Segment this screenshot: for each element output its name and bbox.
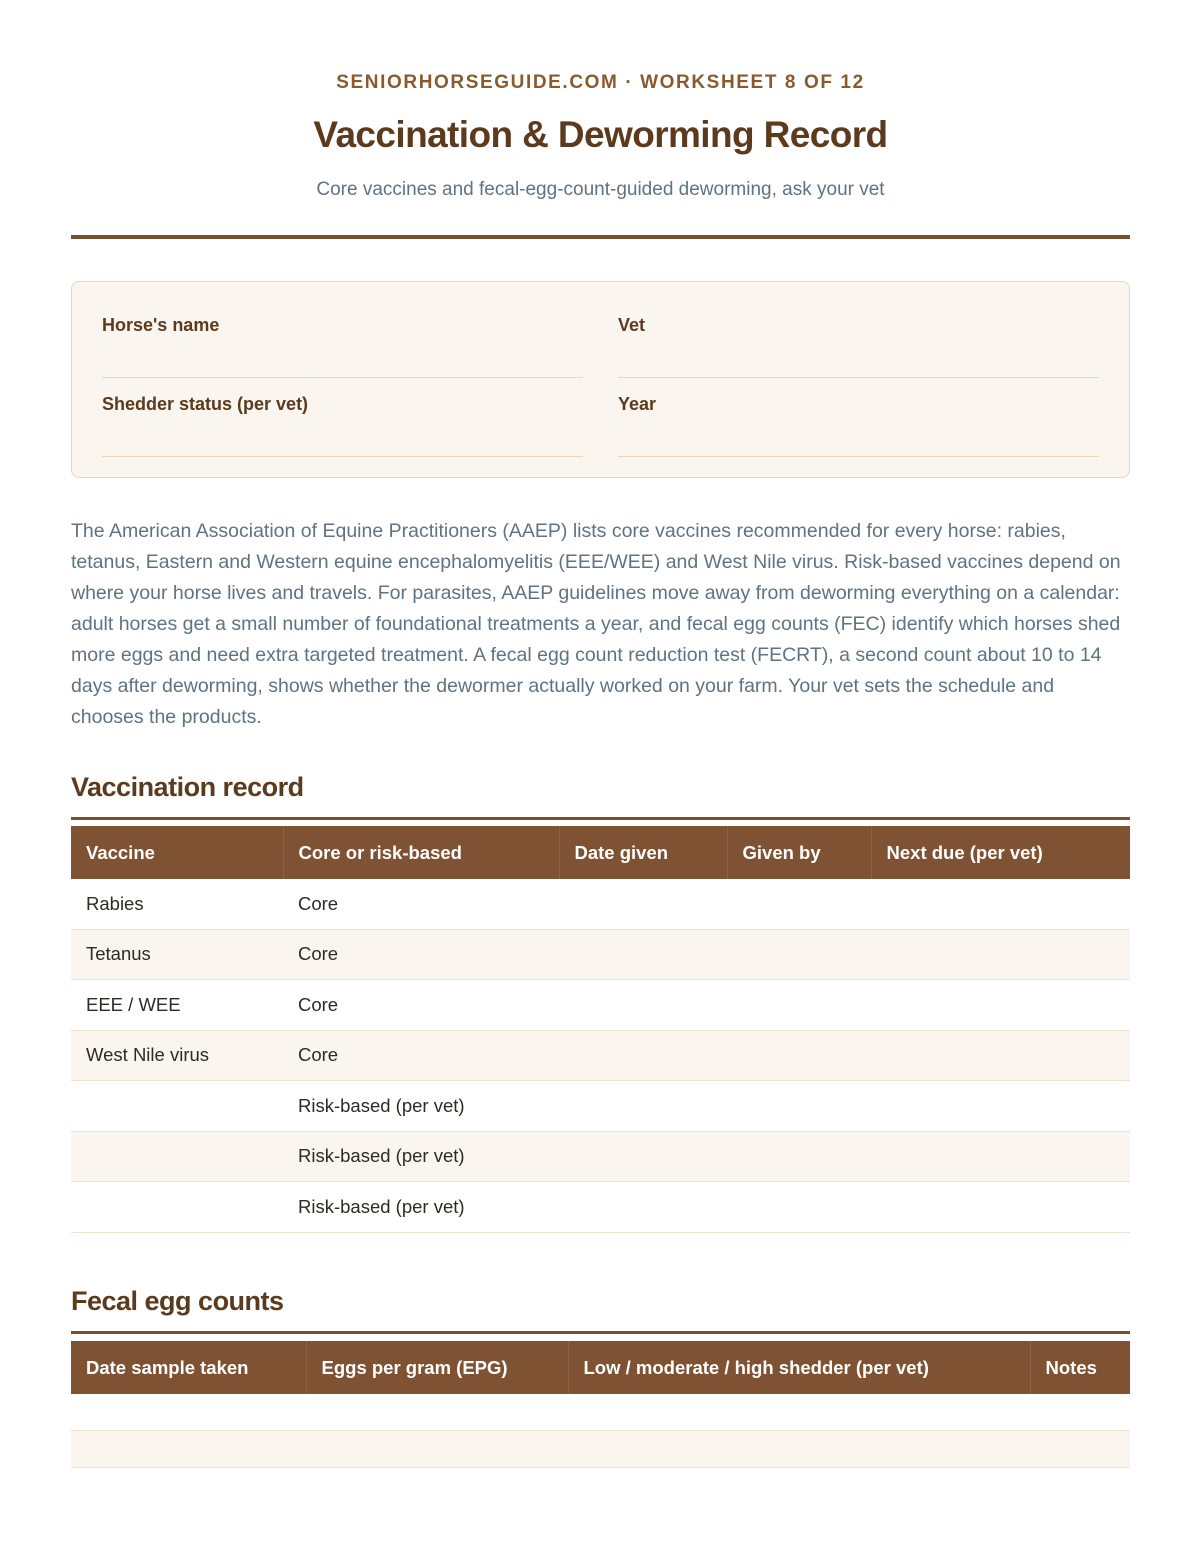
table-cell-entry[interactable] xyxy=(559,929,727,980)
fecal-table xyxy=(71,1341,1130,1468)
fecal-body xyxy=(71,1394,1130,1468)
vaccination-column-header: Core or risk-based xyxy=(283,826,559,879)
table-cell-entry[interactable] xyxy=(871,1081,1130,1132)
fecal-column-header: Low / moderate / high shedder (per vet) xyxy=(568,1341,1030,1394)
horse-name-label: Horse's name xyxy=(102,315,220,335)
page-title: Vaccination & Deworming Record xyxy=(313,114,888,155)
table-cell-entry[interactable] xyxy=(727,879,871,929)
table-row xyxy=(71,1131,1130,1182)
table-cell-entry[interactable] xyxy=(871,1030,1130,1081)
vaccination-column-header: Date given xyxy=(559,826,727,879)
table-cell: Core xyxy=(283,879,559,929)
table-row xyxy=(71,1182,1130,1233)
table-row xyxy=(71,980,1130,1031)
fecal-header-row xyxy=(71,1341,1130,1394)
table-cell-entry[interactable] xyxy=(727,1030,871,1081)
table-cell-entry[interactable] xyxy=(559,1081,727,1132)
table-cell-entry[interactable] xyxy=(71,1131,283,1182)
table-cell-entry[interactable] xyxy=(71,1431,306,1468)
year-field[interactable] xyxy=(618,394,1099,457)
table-cell: Tetanus xyxy=(71,929,283,980)
table-cell-entry[interactable] xyxy=(871,879,1130,929)
table-cell-entry[interactable] xyxy=(559,1131,727,1182)
table-cell-entry[interactable] xyxy=(568,1431,1030,1468)
vaccination-header-row xyxy=(71,826,1130,879)
table-cell-entry[interactable] xyxy=(727,980,871,1031)
table-cell-entry[interactable] xyxy=(306,1431,568,1468)
vaccination-body xyxy=(71,879,1130,1232)
site-eyebrow: SENIORHORSEGUIDE.COM · WORKSHEET 8 OF 12 xyxy=(336,72,865,93)
table-cell: Risk-based (per vet) xyxy=(283,1081,559,1132)
table-row xyxy=(71,1081,1130,1132)
table-cell-entry[interactable] xyxy=(871,980,1130,1031)
intro-paragraph: The American Association of Equine Practitioners (AAEP) lists core vaccines recommended for every horse: rabies, tetanus, Eastern and Western equine encephalomyelitis (EEE/WEE) and West Nile virus. Risk-based vaccines depend on where your horse lives and travels. For parasites, AAEP guidelines move away from deworming everything on a calendar: adult horses get a small number of foundational treatments a year, and fecal egg counts (FEC) identify which horses shed more eggs and need extra targeted treatment. A fecal egg count reduction test (FECRT), a second count about 10 to 14 days after deworming, shows whether the dewormer actually worked on your farm. Your vet sets the schedule and chooses the products. xyxy=(71,520,1121,728)
table-cell-entry[interactable] xyxy=(559,1182,727,1233)
table-cell-entry[interactable] xyxy=(871,1131,1130,1182)
fecal-divider xyxy=(71,1331,1130,1334)
table-cell-entry[interactable] xyxy=(71,1081,283,1132)
shedder-status-field[interactable] xyxy=(102,394,583,457)
table-cell-entry[interactable] xyxy=(727,1131,871,1182)
table-cell-entry[interactable] xyxy=(871,929,1130,980)
fecal-column-header: Notes xyxy=(1030,1341,1130,1394)
vaccination-column-header: Next due (per vet) xyxy=(871,826,1130,879)
table-cell: Risk-based (per vet) xyxy=(283,1182,559,1233)
fecal-column-header: Eggs per gram (EPG) xyxy=(306,1341,568,1394)
table-row xyxy=(71,879,1130,929)
horse-name-field[interactable] xyxy=(102,315,583,378)
table-cell-entry[interactable] xyxy=(1030,1394,1130,1431)
table-cell-entry[interactable] xyxy=(871,1182,1130,1233)
table-cell-entry[interactable] xyxy=(727,1182,871,1233)
table-cell: Risk-based (per vet) xyxy=(283,1131,559,1182)
table-cell: West Nile virus xyxy=(71,1030,283,1081)
fecal-section-title: Fecal egg counts xyxy=(71,1286,284,1316)
page-subtitle: Core vaccines and fecal-egg-count-guided deworming, ask your vet xyxy=(316,179,885,200)
vaccination-column-header: Vaccine xyxy=(71,826,283,879)
table-row xyxy=(71,929,1130,980)
table-cell: Core xyxy=(283,929,559,980)
vaccination-divider xyxy=(71,817,1130,820)
table-cell: Core xyxy=(283,980,559,1031)
table-cell-entry[interactable] xyxy=(71,1394,306,1431)
table-cell-entry[interactable] xyxy=(306,1394,568,1431)
vet-field[interactable] xyxy=(618,315,1099,378)
shedder-status-label: Shedder status (per vet) xyxy=(102,394,309,414)
horse-info-box xyxy=(71,281,1130,478)
table-cell: Rabies xyxy=(71,879,283,929)
header-divider xyxy=(71,235,1130,239)
table-row xyxy=(71,1394,1130,1431)
table-cell-entry[interactable] xyxy=(559,980,727,1031)
table-row xyxy=(71,1431,1130,1468)
table-cell-entry[interactable] xyxy=(568,1394,1030,1431)
table-cell-entry[interactable] xyxy=(727,1081,871,1132)
vet-label: Vet xyxy=(618,315,646,335)
vaccination-table xyxy=(71,826,1130,1233)
vaccination-column-header: Given by xyxy=(727,826,871,879)
table-row xyxy=(71,1030,1130,1081)
table-cell: Core xyxy=(283,1030,559,1081)
table-cell-entry[interactable] xyxy=(71,1182,283,1233)
fecal-column-header: Date sample taken xyxy=(71,1341,306,1394)
table-cell: EEE / WEE xyxy=(71,980,283,1031)
table-cell-entry[interactable] xyxy=(559,1030,727,1081)
table-cell-entry[interactable] xyxy=(1030,1431,1130,1468)
vaccination-section-title: Vaccination record xyxy=(71,772,304,802)
table-cell-entry[interactable] xyxy=(727,929,871,980)
table-cell-entry[interactable] xyxy=(559,879,727,929)
year-label: Year xyxy=(618,394,657,414)
